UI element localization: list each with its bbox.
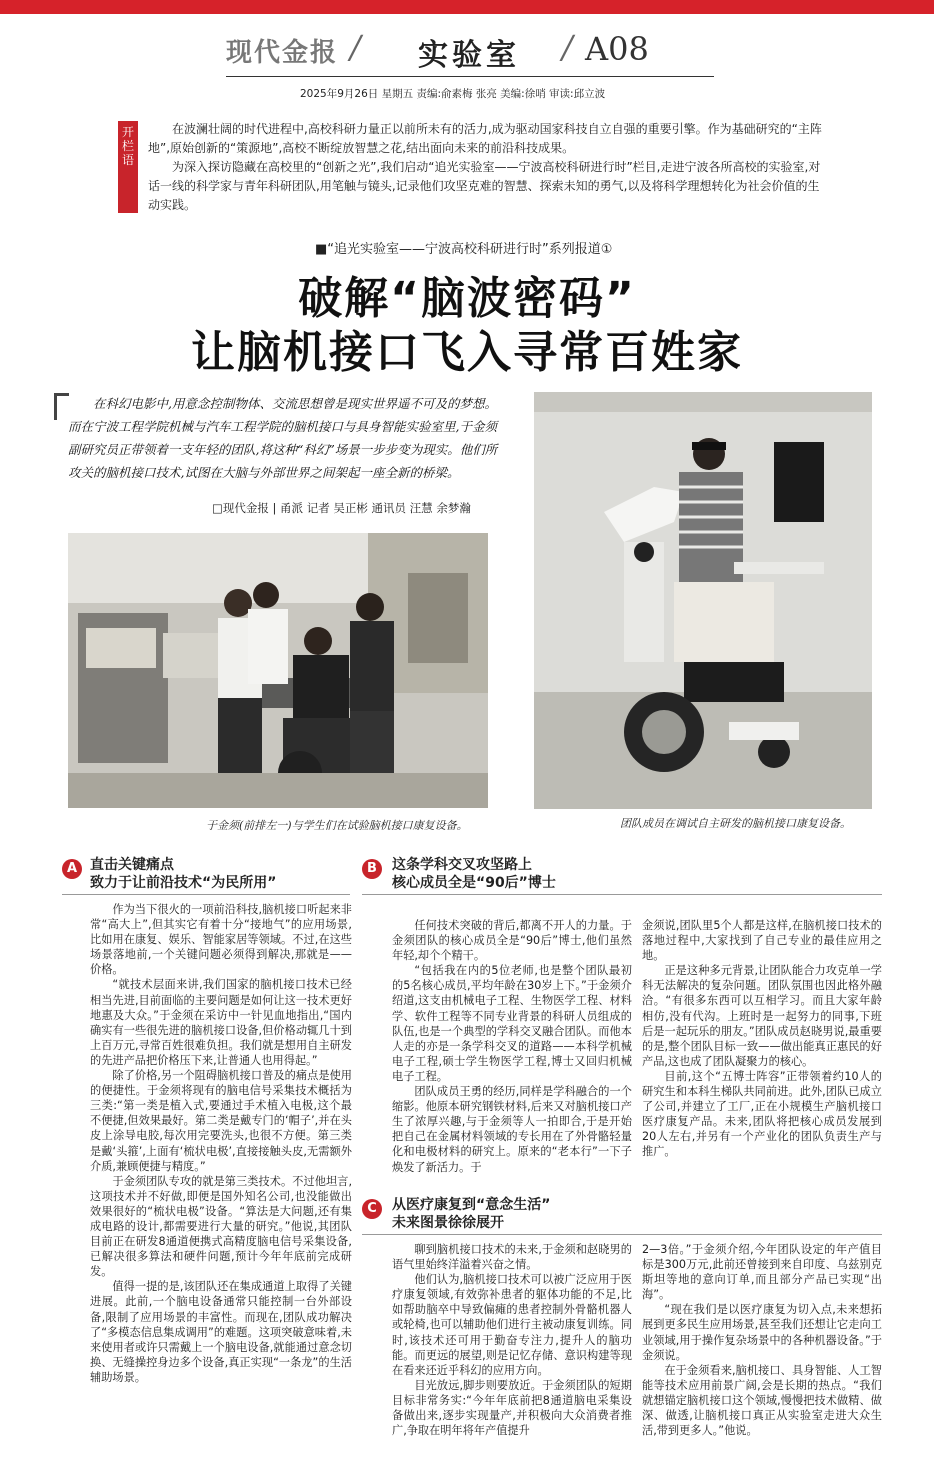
- section-b-paragraph: “包括我在内的5位老师,也是整个团队最初的5名核心成员,平均年龄在30岁上下。”于金须介绍道,这支由机械电子工程、生物医学工程、材料学、软件工程等不同专业背景的科研人员组成的队伍,也是一个典型的学科交叉融合团队。而他本人走的亦是一条学科交叉的道路——本科学机械电子工程,硕士学生物医学工程,博士又回归机械电子工程。: [392, 964, 632, 1083]
- section-a-paragraph: 于金须团队专攻的就是第三类技术。不过他坦言,这项技术并不好做,即便是国外知名公司,也没能做出效果很好的“梳状电极”设备。“算法是大问题,还有集成电路的设计,都需要进行大量的研究。”他说,其团队目前正在研发8通道便携式高精度脑电信号采集设备,已解决很多算法和硬件问题,预计今年年底前完成研发。: [90, 1174, 352, 1279]
- section-badge-c: C: [362, 1199, 382, 1219]
- masthead-separator: /: [562, 28, 573, 66]
- section-badge-b: B: [362, 859, 382, 879]
- article-lead: 在科幻电影中,用意念控制物体、交流思想曾是现实世界遥不可及的梦想。而在宁波工程学院机械与汽车工程学院的脑机接口与具身智能实验室里,于金须副研究员正带领着一支年轻的团队,将这种“科幻”场景一步步变为现实。他们所攻关的脑机接口技术,试图在大脑与外部世界之间架起一座全新的桥梁。: [68, 396, 498, 480]
- top-color-bar: [0, 0, 934, 14]
- section-c-paragraph: 聊到脑机接口技术的未来,于金须和赵晓男的语气里始终洋溢着兴奋之情。: [392, 1243, 632, 1272]
- issue-meta: 2025年9月26日 星期五 责编:俞素梅 张亮 美编:徐哨 审读:邱立波: [300, 88, 606, 100]
- section-c-paragraph: “现在我们是以医疗康复为切入点,未来想拓展到更多民生应用场景,甚至我们还想让它走向工业领域,用于操作复杂场景中的各种机器设备。”于金须说。: [642, 1303, 882, 1362]
- section-b-paragraph: 任何技术突破的背后,都离不开人的力量。于金须团队的核心成员全是“90后”博士,他们虽然年轻,却个个精干。: [392, 919, 632, 963]
- section-c-title-line-2: 未来图景徐徐展开: [392, 1215, 504, 1231]
- quote-mark-icon: [54, 393, 69, 420]
- photo-caption-right: 团队成员在调试自主研发的脑机接口康复设备。: [620, 817, 851, 830]
- section-b-body-col2: [642, 918, 882, 1160]
- section-a-body: [90, 902, 352, 1385]
- byline: □现代金报 | 甬派 记者 吴正彬 通讯员 汪慧 余梦瀚: [212, 501, 471, 515]
- intro-tag: 开栏语: [118, 121, 138, 213]
- page-number: A08: [585, 30, 649, 68]
- section-a-paragraph: “就技术层面来讲,我们国家的脑机接口技术已经相当先进,目前面临的主要问题是如何让这一技术更好地惠及大众。”于金须在采访中一针见血地指出,“国内确实有一些很先进的脑机接口设备,但价格动辄几十到上百万元,寻常百姓很难负担。我们就是想用自主研发的先进产品把价格压下来,让普通人也用得起。”: [90, 978, 352, 1067]
- section-b-paragraph: 团队成员王勇的经历,同样是学科融合的一个缩影。他原本研究钢铁材料,后来又对脑机接口产生了浓厚兴趣,与于金须等人一拍即合,于是开始把自己在金属材料领域的专长用在了外骨骼轻量化和电极材料的研究上。原来的“老本行”一下子焕发了新活力。于: [392, 1085, 632, 1174]
- section-a-title-line-1: 直击关键痛点: [90, 857, 174, 873]
- section-c-paragraph: 在于金须看来,脑机接口、具身智能、人工智能等技术应用前景广阔,会是长期的热点。“我们就想锚定脑机接口这个领域,慢慢把技术做精、做深、做透,让脑机接口真正从实验室走进大众生活,带到更多人。”他说。: [642, 1363, 882, 1438]
- headline-line-2: 让脑机接口飞入寻常百姓家: [191, 327, 743, 378]
- intro-paragraph: 为深入探访隐藏在高校里的“创新之光”,我们启动“追光实验室——宁波高校科研进行时”栏目,走进宁波各所高校的实验室,对话一线的科学家与青年科研团队,用笔触与镜头,记录他们攻坚克难的智慧、探索未知的勇气,以及将科学理想转化为社会价值的生动实践。: [148, 160, 821, 212]
- photo-wheelchair-illustration: [534, 392, 872, 809]
- section-c-paragraph: 目光放远,脚步则要放近。于金须团队的短期目标非常务实:“今年年底前把8通道脑电采集设备做出来,逐步实现量产,并积极向大众消费者推广,争取在明年将年产值提升: [392, 1378, 632, 1438]
- section-b-paragraph: 金须说,团队里5个人都是这样,在脑机接口技术的落地过程中,大家找到了自己专业的最佳应用之地。: [642, 919, 882, 963]
- section-a-paragraph: 作为当下很火的一项前沿科技,脑机接口听起来非常“高大上”,但其实它有着十分“接地气”的应用场景,比如用在康复、娱乐、智能家居等领域。不过,在这些场景落地前,一个关键问题必须得到解决,那就是——价格。: [90, 903, 352, 977]
- section-a-paragraph: 值得一提的是,该团队还在集成通道上取得了关键进展。此前,一个脑电设备通常只能控制一台外部设备,限制了应用场景的丰富性。而现在,团队成功解决了“多模态信息集成调用”的难题。这项突破意味着,未来使用者或许只需戴上一个脑电设备,就能通过意念切换、无缝操控身边多个设备,真正实现“一条龙”的生活辅助场景。: [90, 1280, 352, 1384]
- photo-lab-students: [68, 533, 488, 808]
- masthead-rule: [226, 76, 714, 77]
- section-b-title-line-2: 核心成员全是“90后”博士: [392, 875, 556, 891]
- intro-text: [148, 120, 828, 215]
- series-label: ■“追光实验室——宁波高校科研进行时”系列报道①: [315, 242, 613, 257]
- section-c-title-line-1: 从医疗康复到“意念生活”: [392, 1197, 551, 1213]
- section-b-paragraph: 目前,这个“五博士阵容”正带领着约10人的研究生和本科生梯队共同前进。此外,团队已成立了公司,并建立了工厂,正在小规模生产脑机接口医疗康复产品。未来,团队将把核心成员发展到20人左右,并另有一个产业化的团队负责生产与推广。: [642, 1069, 882, 1159]
- photo-lab-students-illustration: [68, 533, 488, 808]
- masthead-separator: /: [350, 28, 361, 66]
- newspaper-name: 现代金报: [226, 38, 339, 68]
- section-a-rule: [62, 894, 350, 895]
- section-b-title-line-1: 这条学科交叉攻坚路上: [392, 857, 532, 873]
- section-badge-a: A: [62, 859, 82, 879]
- intro-paragraph: 在波澜壮阔的时代进程中,高校科研力量正以前所未有的活力,成为驱动国家科技自立自强的重要引擎。作为基础研究的“主阵地”,原始创新的“策源地”,高校不断绽放智慧之花,结出面向未来的前沿科技成果。: [148, 122, 822, 155]
- section-c-body-col1: [392, 1242, 632, 1438]
- section-c-paragraph: 2—3倍。”于金须介绍,今年团队设定的年产值目标是300万元,此前还曾接到来自印度、乌兹别克斯坦等地的意向订单,而且部分产品已实现“出海”。: [642, 1243, 882, 1302]
- photo-wheelchair-device: [534, 392, 872, 809]
- section-c-paragraph: 他们认为,脑机接口技术可以被广泛应用于医疗康复领域,有效弥补患者的躯体功能的不足,比如帮助脑卒中导致偏瘫的患者控制外骨骼机器人或轮椅,也可以辅助他们进行主被动康复训练。同时,该技术还可用于勤奋专注力,提升人的脑功能。而更远的展望,则是记忆存储、意识构建等现在看来还近乎科幻的应用方向。: [392, 1273, 632, 1377]
- section-c-rule: [362, 1234, 882, 1235]
- headline-line-1: 破解“脑波密码”: [298, 273, 636, 324]
- section-b-paragraph: 正是这种多元背景,让团队能合力攻克单一学科无法解决的复杂问题。团队氛围也因此格外融洽。“有很多东西可以互相学习。而且大家年龄相仿,没有代沟。上班时是一起努力的同事,下班后是一起玩乐的朋友。”团队成员赵晓男说,最重要的是,整个团队目标一致——做出能真正惠民的好产品,这也成了团队凝聚力的核心。: [642, 964, 882, 1068]
- section-a-paragraph: 除了价格,另一个阻碍脑机接口普及的痛点是使用的便捷性。于金须将现有的脑电信号采集技术概括为三类:“第一类是植入式,要通过手术植入电极,这个最不便捷,但效果最好。第二类是戴专门的‘帽子’,并在头皮上涂导电胶,每次用完要洗头,也很不方便。第三类是戴‘头箍’,上面有‘梳状电极’,直接接触头皮,无需额外介质,兼顾便捷与精度。”: [90, 1069, 352, 1173]
- section-c-body-col2: [642, 1242, 882, 1438]
- section-b-body-col1: [392, 918, 632, 1175]
- photo-caption-left: 于金须(前排左一)与学生们在试验脑机接口康复设备。: [206, 819, 468, 832]
- section-a-title-line-2: 致力于让前沿技术“为民所用”: [90, 875, 277, 891]
- section-b-rule: [362, 894, 882, 895]
- section-name: 实验室: [418, 38, 520, 73]
